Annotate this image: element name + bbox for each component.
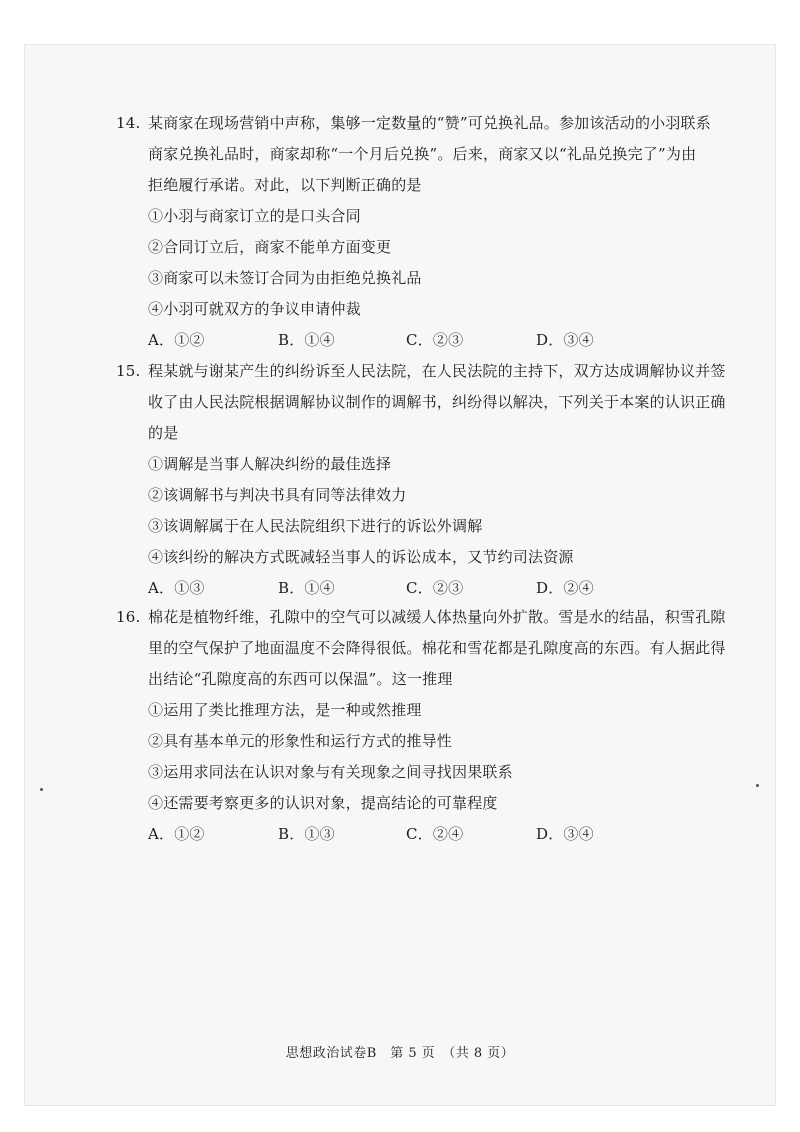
question-16 xyxy=(116,602,726,850)
question-14 xyxy=(116,108,716,356)
question-15 xyxy=(116,356,726,604)
question-stem-line: 某商家在现场营销中声称，集够一定数量的“赞”可兑换礼品。参加该活动的小羽联系 xyxy=(148,114,711,132)
statement-item: ③运用求同法在认识对象与有关现象之间寻找因果联系 xyxy=(148,763,513,781)
option-b: B．①④ xyxy=(278,579,335,597)
statement-item: ④小羽可就双方的争议申请仲裁 xyxy=(148,300,361,318)
option-d: D．③④ xyxy=(536,825,594,843)
statement-item: ③该调解属于在人民法院组织下进行的诉讼外调解 xyxy=(148,517,483,535)
question-number: 16. xyxy=(116,608,141,626)
statement-item: ①调解是当事人解决纠纷的最佳选择 xyxy=(148,455,392,473)
question-number: 14. xyxy=(116,114,141,132)
option-a: A．①② xyxy=(148,825,205,843)
statement-item: ③商家可以未签订合同为由拒绝兑换礼品 xyxy=(148,269,422,287)
question-stem-line: 出结论“孔隙度高的东西可以保温”。这一推理 xyxy=(148,670,453,688)
statement-item: ①运用了类比推理方法，是一种或然推理 xyxy=(148,701,422,719)
option-c: C．②④ xyxy=(406,825,464,843)
question-stem-line: 棉花是植物纤维，孔隙中的空气可以减缓人体热量向外扩散。雪是水的结晶，积雪孔隙 xyxy=(148,608,726,626)
option-b: B．①④ xyxy=(278,331,335,349)
statement-item: ②合同订立后，商家不能单方面变更 xyxy=(148,238,392,256)
option-a: A．①③ xyxy=(148,579,205,597)
statement-item: ②该调解书与判决书具有同等法律效力 xyxy=(148,486,407,504)
question-stem-line: 收了由人民法院根据调解协议制作的调解书，纠纷得以解决，下列关于本案的认识正确 xyxy=(148,393,726,411)
statement-item: ②具有基本单元的形象性和运行方式的推导性 xyxy=(148,732,453,750)
answer-options xyxy=(148,573,716,604)
question-stem-line: 的是 xyxy=(148,424,179,442)
option-c: C．②③ xyxy=(406,331,464,349)
answer-options xyxy=(148,325,716,356)
scan-speck xyxy=(40,788,43,791)
page-footer: 思想政治试卷B 第 5 页 （共 8 页） xyxy=(285,1046,515,1061)
question-number: 15. xyxy=(116,362,141,380)
question-stem-line: 程某就与谢某产生的纠纷诉至人民法院，在人民法院的主持下，双方达成调解协议并签 xyxy=(148,362,726,380)
option-a: A．①② xyxy=(148,331,205,349)
statement-item: ④还需要考察更多的认识对象，提高结论的可靠程度 xyxy=(148,794,498,812)
option-c: C．②③ xyxy=(406,579,464,597)
question-stem-line: 商家兑换礼品时，商家却称“一个月后兑换”。后来，商家又以“礼品兑换完了”为由 xyxy=(148,145,697,163)
scan-speck xyxy=(756,784,759,787)
statement-item: ④该纠纷的解决方式既减轻当事人的诉讼成本，又节约司法资源 xyxy=(148,548,574,566)
question-stem-line: 里的空气保护了地面温度不会降得很低。棉花和雪花都是孔隙度高的东西。有人据此得 xyxy=(148,639,726,657)
statement-item: ①小羽与商家订立的是口头合同 xyxy=(148,207,361,225)
option-b: B．①③ xyxy=(278,825,335,843)
option-d: D．③④ xyxy=(536,331,594,349)
answer-options xyxy=(148,819,716,850)
option-d: D．②④ xyxy=(536,579,594,597)
question-stem-line: 拒绝履行承诺。对此，以下判断正确的是 xyxy=(148,176,422,194)
